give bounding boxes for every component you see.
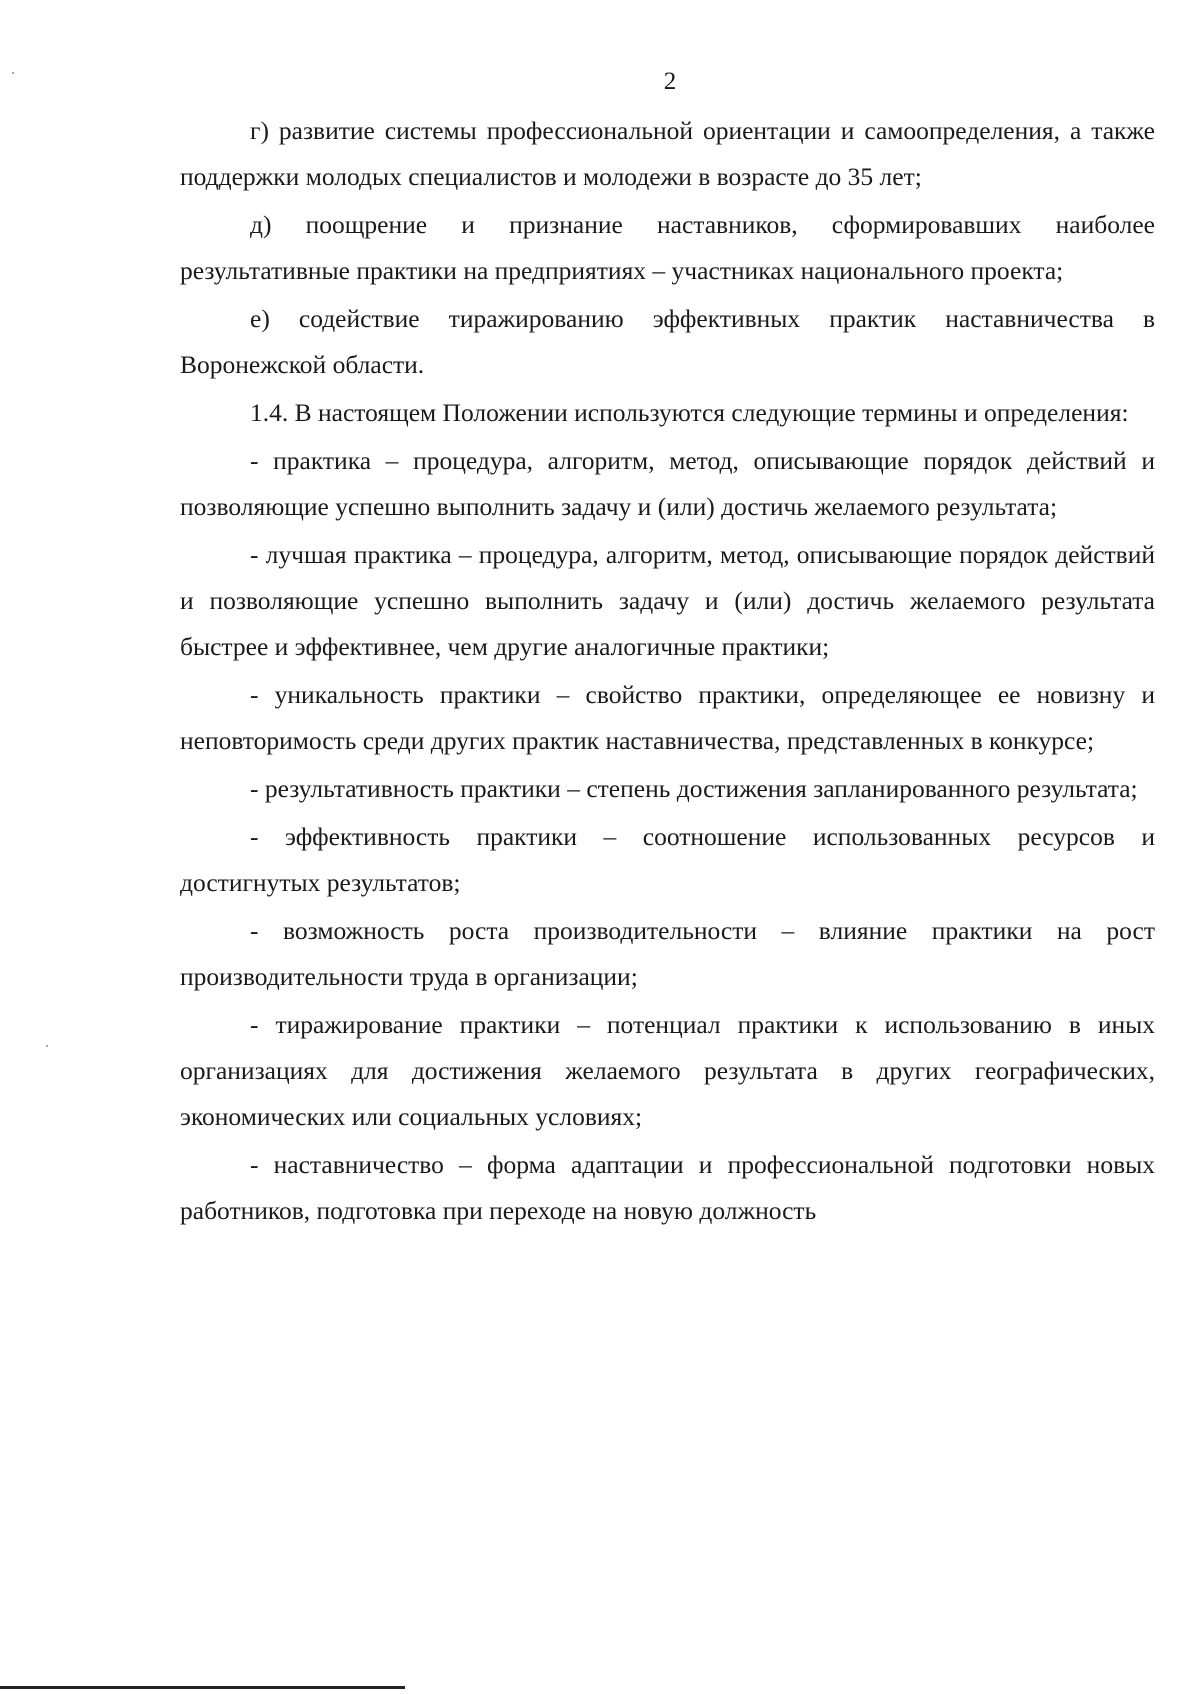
- scan-speck: [12, 72, 14, 74]
- paragraph-e: е) содействие тиражированию эффективных практик наставничества в Воронежской области.: [180, 304, 1155, 379]
- scan-speck: [46, 1045, 48, 1047]
- bottom-rule: [0, 1686, 405, 1689]
- paragraph-d: д) поощрение и признание наставников, сформировавших наиболее результативные практики на предприятиях – участниках национального проекта;: [180, 210, 1155, 285]
- definition-effectiveness-result: - результативность практики – степень достижения запланированного результата;: [250, 774, 1138, 803]
- definition-uniqueness: - уникальность практики – свойство практики, определяющее ее новизну и неповторимость среди других практик наставничества, представленных в конкурсе;: [180, 680, 1155, 755]
- definition-mentoring: - наставничество – форма адаптации и профессиональной подготовки новых работников, подготовка при переходе на новую должность: [180, 1150, 1155, 1225]
- paragraph-g: г) развитие системы профессиональной ориентации и самоопределения, а также поддержки молодых специалистов и молодежи в возрасте до 35 лет;: [180, 116, 1155, 191]
- paragraph-1-4: 1.4. В настоящем Положении используются следующие термины и определения:: [250, 398, 1129, 427]
- definition-best-practice: - лучшая практика – процедура, алгоритм, метод, описывающие порядок действий и позволяющие успешно выполнить задачу и (или) достичь желаемого результата быстрее и эффективнее, чем другие аналогичные практики;: [180, 540, 1155, 661]
- page-number: 2: [663, 68, 677, 95]
- definition-efficiency: - эффективность практики – соотношение использованных ресурсов и достигнутых результатов;: [180, 822, 1155, 897]
- definition-replication: - тиражирование практики – потенциал практики к использованию в иных организациях для достижения желаемого результата в других географических, экономических или социальных условиях;: [180, 1010, 1155, 1131]
- document-body: [180, 108, 1155, 1236]
- definition-productivity-growth: - возможность роста производительности – влияние практики на рост производительности труда в организации;: [180, 916, 1155, 991]
- definition-practice: - практика – процедура, алгоритм, метод, описывающие порядок действий и позволяющие успешно выполнить задачу и (или) достичь желаемого результата;: [180, 446, 1155, 521]
